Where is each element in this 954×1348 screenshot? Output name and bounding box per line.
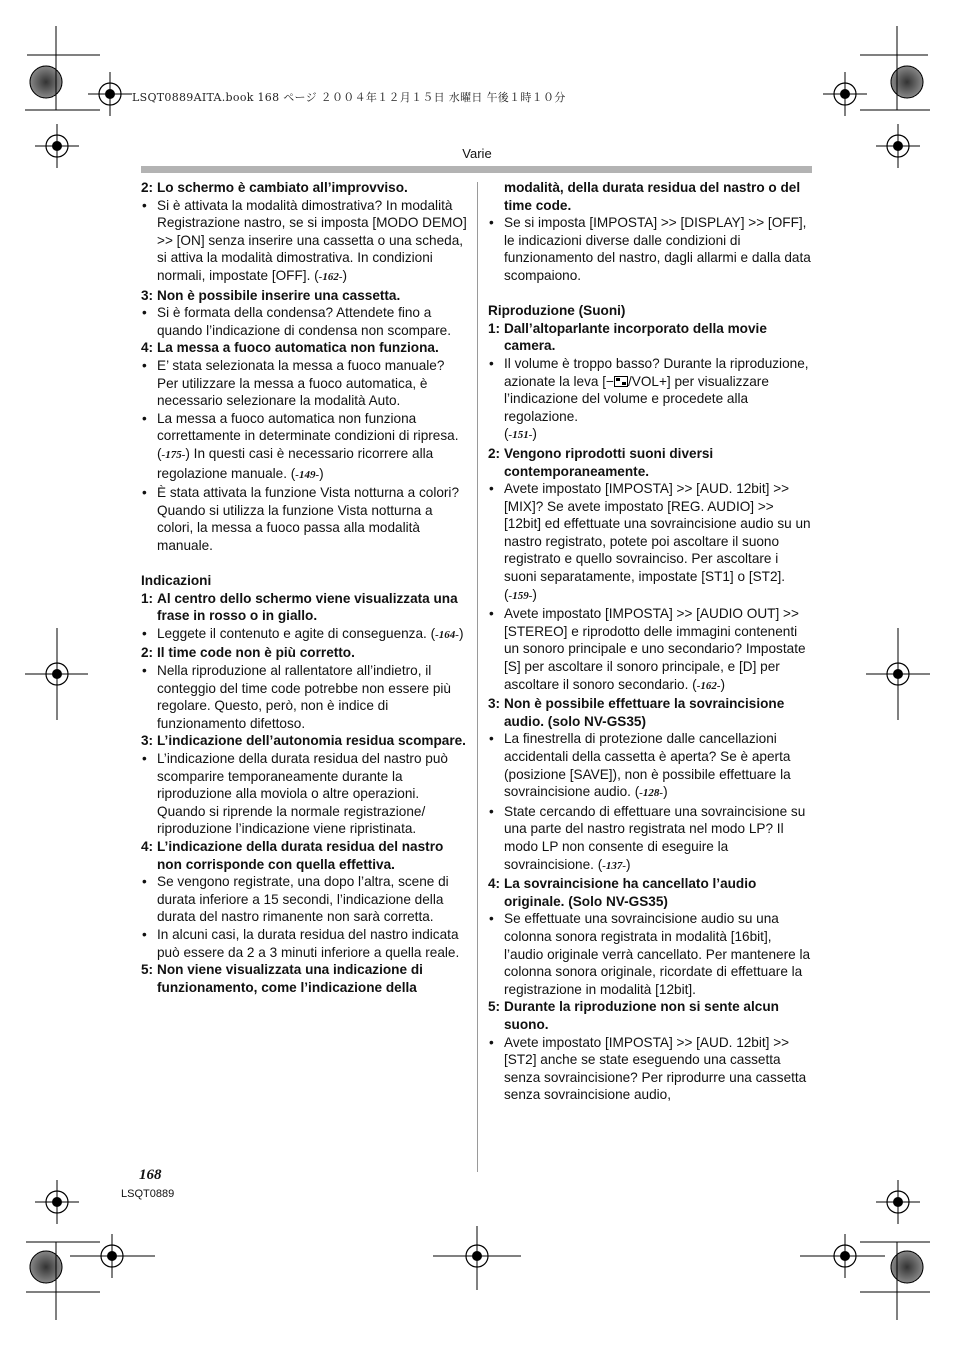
page-reference: -164- [435, 628, 459, 641]
page-reference: -162- [696, 679, 721, 692]
bullet-icon: • [489, 355, 494, 371]
page-reference: -159- [508, 589, 533, 602]
registration-target [88, 72, 132, 116]
corner-mark-top-right [860, 26, 930, 110]
list-item: • È stata attivata la funzione Vista notturna a colori? Quando si utilizza la funzione Vista notturna a colori, la messa a fuoco passa alla modalità manuale. [142, 485, 460, 553]
question-heading: 2: Lo schermo è cambiato all’improvviso. [141, 180, 408, 195]
question-heading: 4: L’indicazione della durata residua del nastro non corrisponde con quella effettiva. [141, 838, 444, 872]
bullet-icon: • [489, 606, 494, 622]
question-heading: 2: Vengono riprodotti suoni diversi contemporaneamente. [488, 445, 714, 479]
question-heading: 3: L’indicazione dell’autonomia residua scompare. [141, 733, 466, 749]
list-item: • La messa a fuoco automatica non funziona correttamente in determinate condizioni di ripresa. (-175-) In questi casi è necessario ricorrere alla regolazione manuale. (-149-) [141, 410, 469, 484]
bullet-icon: • [489, 731, 494, 747]
list-item: • L’indicazione della durata residua del nastro può scomparire temporaneamente durante la riproduzione alla moviola o altre operazioni. Quando si riprende la normale registrazione/ riproduzione l’indicazione viene ripristinata. [142, 751, 448, 837]
page-reference: -137- [602, 859, 627, 872]
list-item: • Nella riproduzione al rallentatore all’indietro, il conteggio del time code potrebbe non essere più regolare. Questo, però, non è indice di funzionamento difettoso. [142, 663, 451, 731]
list-item: • In alcuni casi, la durata residua del nastro indicata può essere da 2 a 3 minuti inferiore a quella reale. [142, 926, 460, 960]
left-column [141, 179, 469, 996]
list-item: • Avete impostato [IMPOSTA] >> [AUD. 12bit] >> [ST2] anche se state eseguendo una cassetta senza sovraincisione? Per riprodurre una cassetta senza sovraincisione audio, [489, 1034, 807, 1103]
list-item: • Avete impostato [IMPOSTA] >> [AUDIO OUT] >> [STEREO] e riprodotto delle immagini contenenti un sonoro principale e uno secondario? Impostate [S] per ascoltare il sonoro principale, e [D] per ascoltare il sonoro secondario. (-162-) [488, 605, 812, 695]
question-heading: 4: La messa a fuoco automatica non funziona. [141, 340, 439, 356]
question-heading: 4: La sovraincisione ha cancellato l’audio originale. (Solo NV-GS35) [488, 876, 757, 909]
question-heading-continued: modalità, della durata residua del nastro o del time code. [504, 180, 801, 213]
list-item: • State cercando di effettuare una sovraincisione su una parte del nastro registrata nel modo LP? Il modo LP non consente di eseguire la sovraincisione. (-137-) [488, 803, 812, 875]
document-code: LSQT0889 [121, 1188, 175, 1200]
bullet-icon: • [489, 803, 494, 819]
bullet-icon: • [142, 197, 147, 213]
list-item: • Se effettuate una sovraincisione audio su una colonna sonora registrata in modalità [16bit], l’audio originale verrà cancellato. Per mantenere la colonna sonora originale, ricordate di effettuare la registrazione in modalità [12bit]. [489, 911, 811, 997]
bullet-icon: • [142, 926, 147, 942]
list-item: • Si è attivata la modalità dimostrativa? In modalità Registrazione nastro, se si imposta [MODO DEMO] >> [ON] senza inserire una cassetta o una scheda, si attiva la modalità dimostrativa. In condizioni normali, impostate [OFF]. (-162-) [141, 197, 469, 287]
bullet-icon: • [142, 357, 147, 373]
section-title: Varie [462, 146, 492, 161]
bullet-icon: • [142, 305, 147, 321]
question-heading: 3: Non è possibile effettuare la sovraincisione audio. (solo NV-GS35) [488, 696, 785, 729]
bullet-icon: • [489, 481, 494, 497]
registration-target [35, 1180, 79, 1224]
page-reference: -151- [508, 429, 533, 442]
bullet-icon: • [489, 911, 494, 927]
question-heading: 5: Non viene visualizzata una indicazione di funzionamento, come l’indicazione della [141, 962, 423, 995]
bullet-icon: • [489, 215, 494, 231]
right-column [488, 179, 812, 1104]
question-heading: 1: Dall’altoparlante incorporato della movie camera. [488, 320, 767, 354]
page-reference: -162- [318, 270, 343, 283]
question-heading: 3: Non è possibile inserire una cassetta. [141, 287, 401, 303]
page-number: 168 [139, 1167, 162, 1183]
page-reference: -149- [295, 468, 320, 481]
question-heading: 1: Al centro dello schermo viene visualizzata una frase in rosso o in giallo. [141, 590, 458, 624]
bullet-icon: • [142, 625, 147, 641]
list-item: • E’ stata selezionata la messa a fuoco manuale? Per utilizzare la messa a fuoco automatica, è necessario selezionare la modalità Auto. [142, 357, 445, 409]
question-heading: 2: Il time code non è più corretto. [141, 645, 355, 661]
book-header: LSQT0889AITA.book 168 ページ ２００４年１２月１５日 水曜日 午後１時１０分 [132, 91, 566, 104]
bullet-icon: • [142, 410, 147, 426]
list-item: • Si è formata della condensa? Attendete fino a quando l’indicazione di condensa non scompare. [142, 305, 451, 338]
question-heading: 5: Durante la riproduzione non si sente alcun suono. [488, 999, 779, 1032]
bullet-icon: • [489, 1034, 494, 1050]
bullet-icon: • [142, 874, 147, 890]
page-reference: -175- [161, 448, 186, 461]
subsection-title: Riproduzione (Suoni) [488, 303, 626, 319]
list-item: • Avete impostato [IMPOSTA] >> [AUD. 12bit] >> [MIX]? Se avete impostato [REG. AUDIO] >> [12bit] ed effettuate una sovraincisione audio su un nastro registrato, potete poi ascoltare il suono registrato e quello sovrainciso. Per ascoltare i suoni separatamente, impostate [ST1] o [ST2]. (-159-) [488, 480, 812, 605]
bullet-icon: • [142, 663, 147, 679]
bullet-icon: • [142, 485, 147, 501]
list-item: • La finestrella di protezione dalle cancellazioni accidentali della cassetta è aperta? Se è aperta (posizione [SAVE]), non è possibile effettuare la sovraincisione audio. (-128-) [488, 730, 812, 802]
registration-target [876, 1180, 920, 1224]
header-rule [141, 166, 812, 173]
registration-target [823, 72, 867, 116]
list-item: • Leggete il contenuto e agite di conseguenza. (-164-) [141, 625, 469, 645]
subsection-title: Indicazioni [141, 573, 212, 589]
list-item: • Se vengono registrate, una dopo l’altra, scene di durata inferiore a 15 secondi, l’indicazione della durata del nastro rimanente non sarà corretta. [142, 874, 449, 925]
column-divider [477, 182, 478, 1172]
lever-icon [614, 376, 628, 387]
corner-mark-bottom-right [860, 1242, 930, 1320]
list-item: • Se si imposta [IMPOSTA] >> [DISPLAY] >> [OFF], le indicazioni diverse dalle condizioni di funzionamento del nastro, dagli allarmi e dalla data scompaiono. [489, 215, 811, 283]
corner-mark-top-left [25, 26, 100, 110]
page-reference: -128- [639, 787, 664, 800]
bullet-icon: • [142, 751, 147, 766]
list-item: • Il volume è troppo basso? Durante la riproduzione, azionate la leva [− /VOL+] per visualizzare l’indicazione del volume e procedete alla regolazione. (-151-) [488, 355, 812, 445]
corner-mark-bottom-left [26, 1242, 100, 1320]
